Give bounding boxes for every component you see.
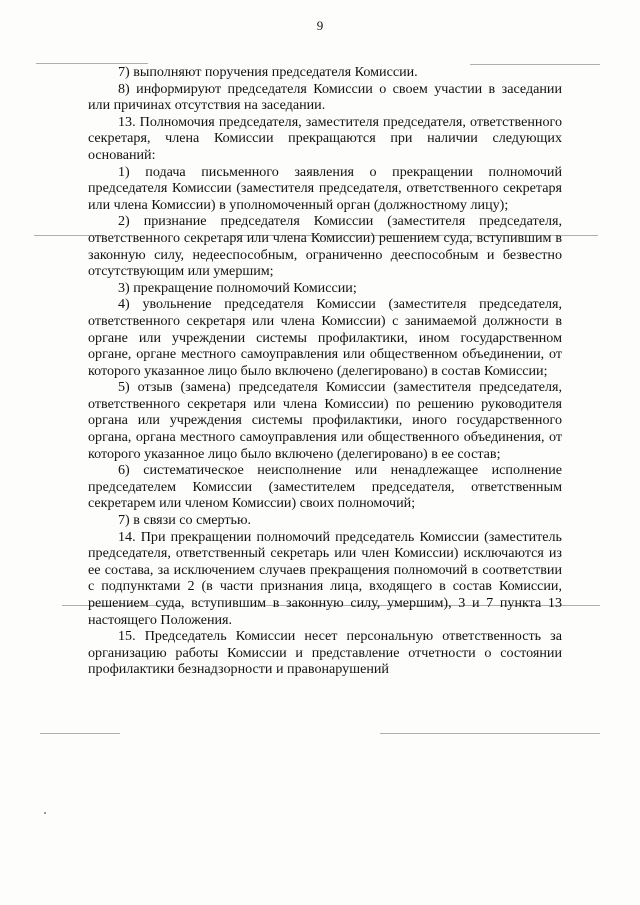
- paragraph: 6) систематическое неисполнение или ненадлежащее исполнение председателем Комиссии (заместителем председателя, ответственным секретарем или членом Комиссии) своих полномочий;: [88, 462, 562, 512]
- scan-line: [40, 733, 120, 734]
- paragraph: 13. Полномочия председателя, заместителя председателя, ответственного секретаря, члена Комиссии прекращаются при наличии следующих оснований:: [88, 113, 562, 163]
- document-body: [88, 64, 562, 678]
- paragraph: 14. При прекращении полномочий председатель Комиссии (заместитель председателя, ответственный секретарь или член Комиссии) исключаются из ее состава, за исключением случаев прекращения полномочий в соответствии с подпунктами 2 (в части признания лица, входящего в состав Комиссии, решением суда, вступившим в законную силу, умершим), 3 и 7 пункта 13 настоящего Положения.: [88, 528, 562, 628]
- scan-speck: [44, 812, 46, 814]
- paragraph: 4) увольнение председателя Комиссии (заместителя председателя, ответственного секретаря или члена Комиссии) с занимаемой должности в органе или учреждении системы профилактики, ином государственном органе, органе местного самоуправления или общественном объединении, от которого указанное лицо было включено (делегировано) в состав Комиссии;: [88, 296, 562, 379]
- paragraph: 8) информируют председателя Комиссии о своем участии в заседании или причинах отсутствия на заседании.: [88, 80, 562, 114]
- page-number: 9: [316, 18, 324, 33]
- paragraph: 1) подача письменного заявления о прекращении полномочий председателя Комиссии (заместителя председателя, ответственного секретаря или члена Комиссии) в уполномоченный орган (должностному лицу);: [88, 163, 562, 213]
- paragraph: 2) признание председателя Комиссии (заместителя председателя, ответственного секретаря или члена Комиссии) решением суда, вступившим в законную силу, недееспособным, ограниченно дееспособным и безвестно отсутствующим или умершим;: [88, 213, 562, 280]
- paragraph: 5) отзыв (замена) председателя Комиссии (заместителя председателя, ответственного секретаря или члена Комиссии) по решению руководителя органа или учреждения системы профилактики, иного государственного органа, органа местного самоуправления или общественного объединения, от которого указанное лицо было включено (делегировано) в ее состав;: [88, 379, 562, 462]
- paragraph: 7) выполняют поручения председателя Комиссии.: [118, 64, 418, 80]
- scan-line: [380, 733, 600, 734]
- paragraph: 3) прекращение полномочий Комиссии;: [118, 279, 357, 296]
- paragraph: 7) в связи со смертью.: [118, 512, 252, 529]
- paragraph: 15. Председатель Комиссии несет персональную ответственность за организацию работы Комиссии и представление отчетности о состоянии профилактики безнадзорности и правонарушений: [88, 628, 562, 678]
